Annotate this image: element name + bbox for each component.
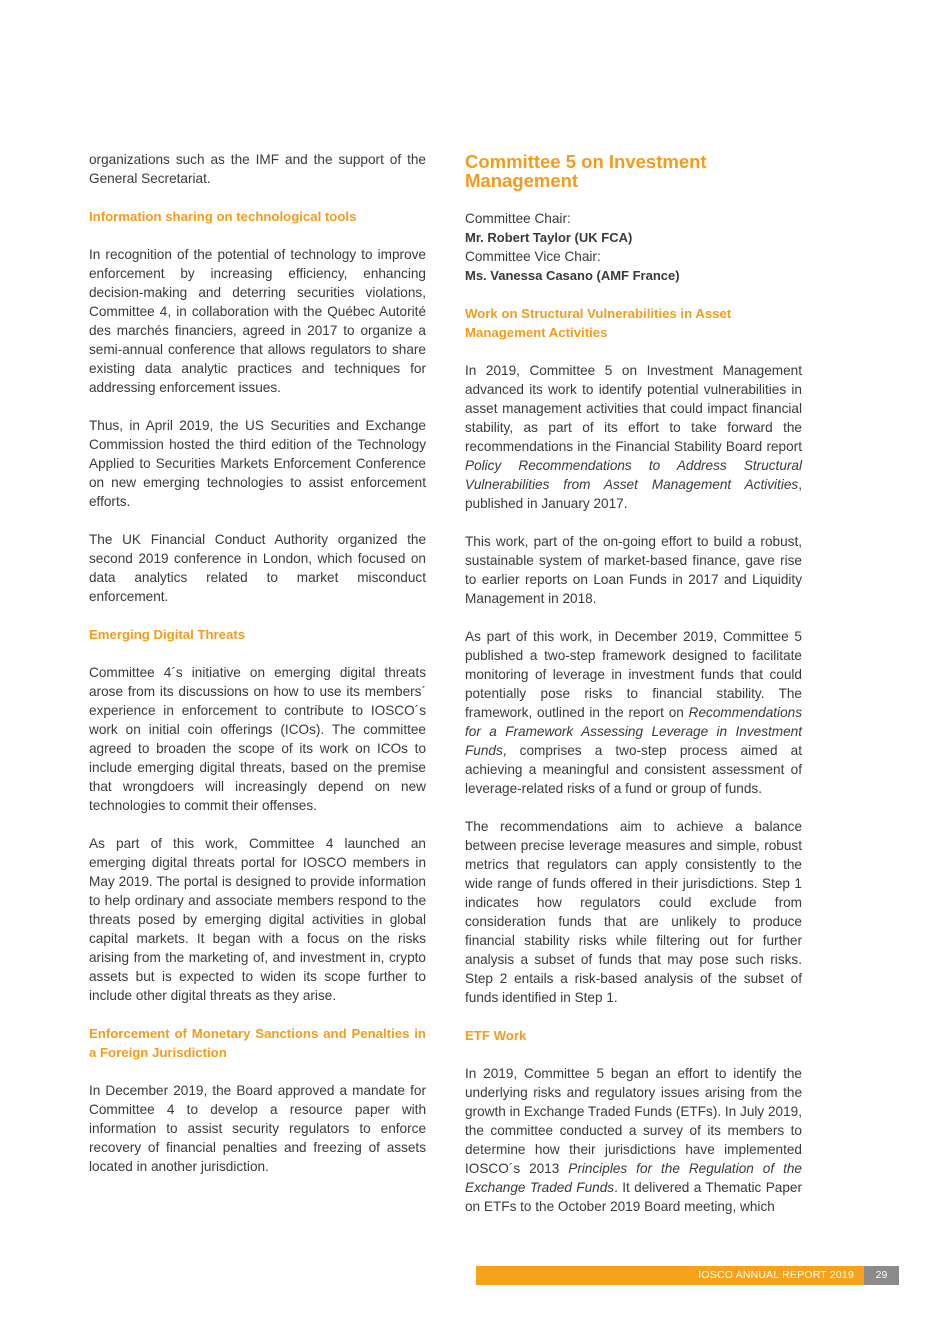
paragraph: This work, part of the on-going effort to build a robust, sustainable system of market-based finance, gave rise to earlier reports on Loan Funds in 2017 and Liquidity Management in 2018. xyxy=(465,534,802,606)
paragraph: Committee 4´s initiative on emerging digital threats arose from its discussions on how to use its members´ experience in enforcement to contribute to IOSCO´s work on initial coin offerings (ICOs). The committee agreed to broaden the scope of its work on ICOs to include emerging digital threats, based on the premise that wrongdoers will increasingly depend on new technologies to commit their offenses. xyxy=(89,665,426,813)
report-title: Principles for the Regulation of the Exchange Traded Funds xyxy=(465,1161,802,1195)
report-title: Recommendations for a Framework Assessing Leverage in Investment Funds xyxy=(465,705,802,758)
paragraph: The recommendations aim to achieve a balance between precise leverage measures and simple, robust metrics that regulators can apply consistently to the wide range of funds offered in their jurisdictions. Step 1 indicates how regulators could exclude from consideration funds that are unlikely to produce financial stability risks while filtering out for further analysis a subset of funds that may pose such risks. Step 2 entails a risk-based analysis of the subset of funds identified in Step 1. xyxy=(465,819,802,1005)
paragraph: As part of this work, in December 2019, Committee 5 published a two-step framework designed to facilitate monitoring of leverage in investment funds that could potentially pose risks to financial stability. The framework, outlined in the report on Recommendations for a Framework Assessing Leverage in Investment Funds, comprises a two-step process aimed at achieving a meaningful and consistent assessment of leverage-related risks of a fund or group of funds. xyxy=(465,629,802,796)
vice-chair-label: Committee Vice Chair: xyxy=(465,249,601,264)
footer-report-title: IOSCO ANNUAL REPORT 2019 xyxy=(698,1269,854,1281)
section-heading-etf: ETF Work xyxy=(465,1028,527,1043)
paragraph: organizations such as the IMF and the support of the General Secretariat. xyxy=(89,152,426,186)
section-heading-enforcement: Enforcement of Monetary Sanctions and Penalties in a Foreign Jurisdiction xyxy=(89,1026,426,1060)
footer-bar xyxy=(476,1266,864,1285)
paragraph: Thus, in April 2019, the US Securities and Exchange Commission hosted the third edition of the Technology Applied to Securities Markets Enforcement Conference on new emerging technologies to assist enforcement efforts. xyxy=(89,418,426,509)
committee-title: Committee 5 on Investment Management xyxy=(465,151,707,191)
left-column xyxy=(89,150,426,1195)
paragraph: In 2019, Committee 5 began an effort to identify the underlying risks and regulatory issues arising from the growth in Exchange Traded Funds (ETFs). In July 2019, the committee conducted a survey of its members to determine how their jurisdictions have implemented IOSCO´s 2013 Principles for the Regulation of the Exchange Traded Funds. It delivered a Thematic Paper on ETFs to the October 2019 Board meeting, which xyxy=(465,1066,802,1214)
paragraph: In December 2019, the Board approved a mandate for Committee 4 to develop a resource paper with information to assist security regulators to enforce recovery of financial penalties and freezing of assets located in another jurisdiction. xyxy=(89,1083,426,1174)
paragraph: In 2019, Committee 5 on Investment Management advanced its work to identify potential vulnerabilities in asset management activities that could impact financial stability, as part of its effort to take forward the recommendations in the Financial Stability Board report Policy Recommendations to Address Structural Vulnerabilities from Asset Management Activities, published in January 2017. xyxy=(465,363,802,511)
committee-officers xyxy=(465,209,802,285)
right-column xyxy=(465,150,802,1235)
section-heading-emerging-threats: Emerging Digital Threats xyxy=(89,627,246,642)
paragraph: As part of this work, Committee 4 launched an emerging digital threats portal for IOSCO members in May 2019. The portal is designed to provide information to help ordinary and associate members respond to the threats posed by emerging digital activities in global capital markets. It began with a focus on the risks arising from the marketing of, and investment in, crypto assets but is expected to widen its scope further to include other digital threats as they arise. xyxy=(89,836,426,1003)
vice-chair-name: Ms. Vanessa Casano (AMF France) xyxy=(465,268,680,283)
paragraph: In recognition of the potential of technology to improve enforcement by increasing efficiency, enhancing decision-making and deterring securities violations, Committee 4, in collaboration with the Québec Autorité des marchés financiers, agreed in 2017 to organize a semi-annual conference that allows regulators to share existing data analytic practices and techniques for addressing enforcement issues. xyxy=(89,247,426,395)
paragraph: The UK Financial Conduct Authority organized the second 2019 conference in London, which focused on data analytics related to market misconduct enforcement. xyxy=(89,532,426,604)
report-title: Policy Recommendations to Address Structural Vulnerabilities from Asset Management Activities xyxy=(465,458,802,492)
page-number: 29 xyxy=(864,1266,899,1285)
chair-label: Committee Chair: xyxy=(465,211,571,226)
section-heading-structural: Work on Structural Vulnerabilities in Asset Management Activities xyxy=(465,306,732,340)
chair-name: Mr. Robert Taylor (UK FCA) xyxy=(465,230,633,245)
section-heading-info-sharing: Information sharing on technological tools xyxy=(89,209,357,224)
